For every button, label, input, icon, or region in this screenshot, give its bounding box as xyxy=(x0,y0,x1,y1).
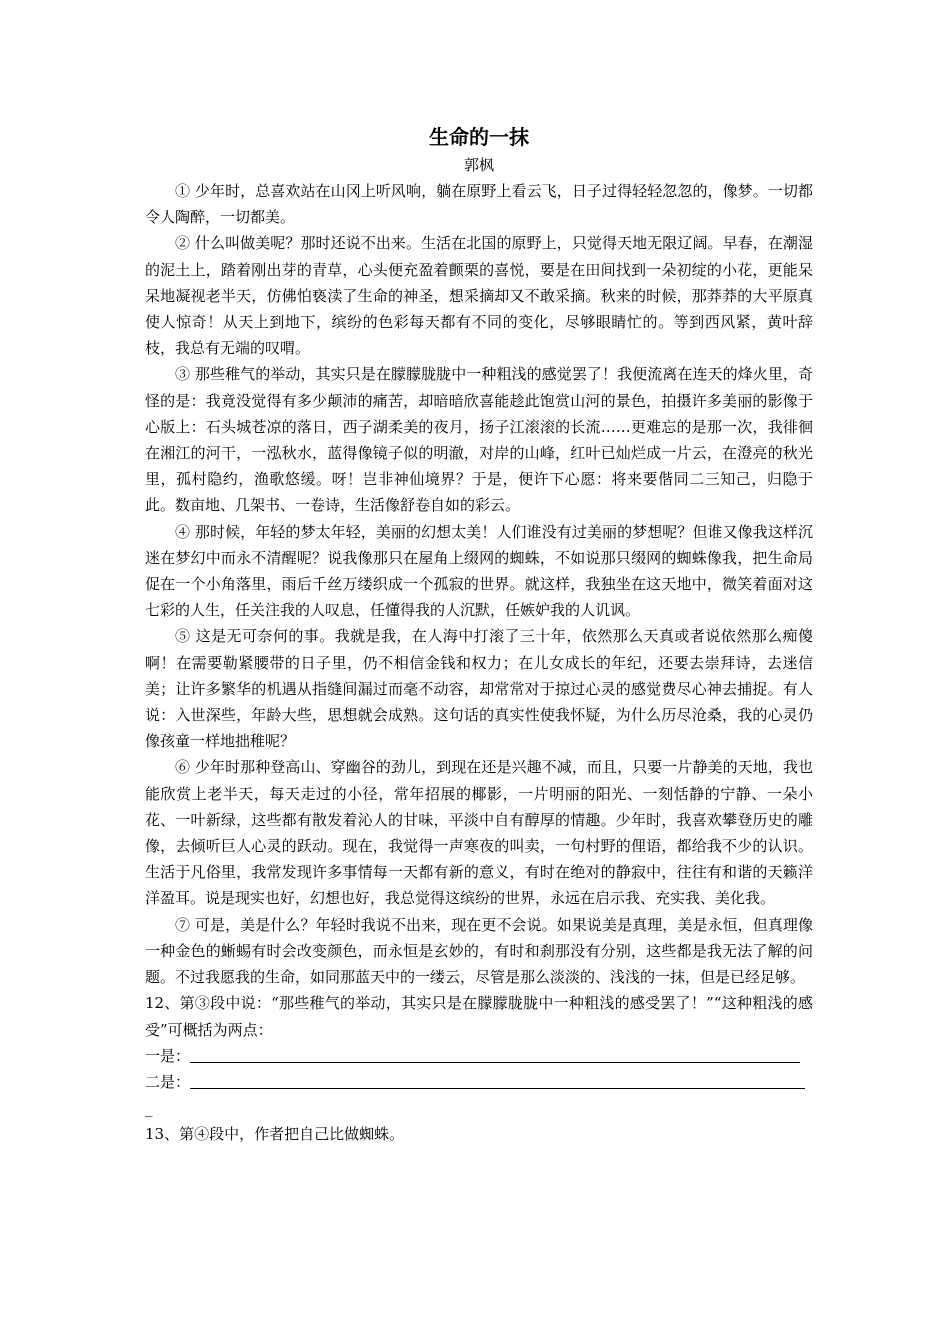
author-name: 郭枫 xyxy=(463,156,494,174)
paragraph-6: ⑥ 少年时那种登高山、穿幽谷的劲儿，到现在还是兴趣不减，而且，只要一片静美的天地，我也能欣赏上老半天，每天走过的小径，常年招展的椰影，一片明丽的阳光、一刻恬静的宁静、一朵小花、一叶新绿，这些都有散发着沁人的甘味，平淡中自有醇厚的情趣。少年时，我喜欢攀登历史的雕像，去倾听巨人心灵的跃动。现在，我觉得一声寒夜的叫卖，一句村野的俚语，都给我不少的认识。生活于凡俗里，我常发现许多事情每一天都有新的意义，有时在绝对的静寂中，往往有和谐的天籁洋洋盈耳。说是现实也好，幻想也好，我总觉得这缤纷的世界，永远在启示我、充实我、美化我。 xyxy=(145,758,813,908)
stray-underscore: _ xyxy=(145,1099,153,1118)
answer-label-2: 二是： xyxy=(145,1072,191,1091)
answer-blank-1[interactable] xyxy=(190,1044,800,1063)
question-12: 12、第③段中说：“那些稚气的举动，其实只是在朦朦胧胧中一种粗浅的感受罢了！”“这种粗浅的感受”可概括为两点： xyxy=(145,994,813,1039)
answer-label-1: 一是： xyxy=(145,1046,191,1065)
paragraph-7: ⑦ 可是，美是什么？年轻时我说不出来，现在更不会说。如果说美是真理，美是永恒，但真理像一种金色的蜥蜴有时会改变颜色，而永恒是玄妙的，有时和刹那没有分别，这些都是我无法了解的问题。不过我愿我的生命，如同那蓝天中的一缕云，尽管是那么淡淡的、浅浅的一抹，但是已经足够。 xyxy=(145,915,813,987)
document-page xyxy=(145,118,813,1147)
answer-row-1 xyxy=(145,1043,813,1069)
paragraph-2: ② 什么叫做美呢？那时还说不出来。生活在北国的原野上，只觉得天地无限辽阔。早春，在潮湿的泥土上，踏着刚出芽的青草，心头便充盈着颤栗的喜悦，要是在田间找到一朵初绽的小花，更能呆呆地凝视老半天，仿佛怕亵渎了生命的神圣，想采摘却又不敢采摘。秋来的时候，那莽莽的大平原真使人惊奇！从天上到地下，缤纷的色彩每天都有不同的变化，尽够眼睛忙的。等到西风紧，黄叶辞枝，我总有无端的叹喟。 xyxy=(145,234,813,358)
paragraph-5: ⑤ 这是无可奈何的事。我就是我，在人海中打滚了三十年，依然那么天真或者说依然那么痴傻啊！在需要勒紧腰带的日子里，仍不相信金钱和权力；在儿女成长的年纪，还要去崇拜诗，去迷信美；让许多繁华的机遇从指缝间漏过而毫不动容，却常常对于掠过心灵的感觉费尽心神去捕捉。有人说：入世深些，年龄大些，思想就会成熟。这句话的真实性使我怀疑，为什么历尽沧桑，我的心灵仍像孩童一样地拙稚呢？ xyxy=(145,627,813,751)
article-title: 生命的一抹 xyxy=(429,125,529,149)
answer-blank-2[interactable] xyxy=(190,1070,805,1089)
paragraph-3: ③ 那些稚气的举动，其实只是在朦朦胧胧中一种粗浅的感觉罢了！我便流离在连天的烽火里，奇怪的是：我竟没觉得有多少颠沛的痛苦，却暗暗欣喜能趁此饱赏山河的景色，拍摄许多美丽的影像于心版上：石头城苍凉的落日，西子湖柔美的夜月，扬子江滚滚的长流……更难忘的是那一次，我徘徊在湘江的河干，一泓秋水，蓝得像镜子似的明澈，对岸的山峰，红叶已灿烂成一片云，在澄亮的秋光里，孤村隐约，渔歌悠缓。呀！岂非神仙境界？于是，便许下心愿：将来要偕同二三知己，归隐于此。数亩地、几架书、一卷诗，生活像舒卷自如的彩云。 xyxy=(145,365,813,515)
answer-row-2 xyxy=(145,1069,813,1095)
question-13: 13、第④段中，作者把自己比做蜘蛛。 xyxy=(145,1125,405,1144)
paragraph-1: ① 少年时，总喜欢站在山冈上听风响，躺在原野上看云飞，日子过得轻轻忽忽的，像梦。一切都令人陶醉，一切都美。 xyxy=(145,182,813,227)
paragraph-4: ④ 那时候，年轻的梦太年轻，美丽的幻想太美！人们谁没有过美丽的梦想呢？但谁又像我这样沉迷在梦幻中而永不清醒呢？说我像那只在屋角上缀网的蜘蛛，不如说那只缀网的蜘蛛像我，把生命局促在一个小角落里，雨后千丝万缕织成一个孤寂的世界。就这样，我独坐在这天地中，微笑着面对这七彩的人生，任关注我的人叹息，任懂得我的人沉默，任嫉妒我的人讥讽。 xyxy=(145,522,813,620)
